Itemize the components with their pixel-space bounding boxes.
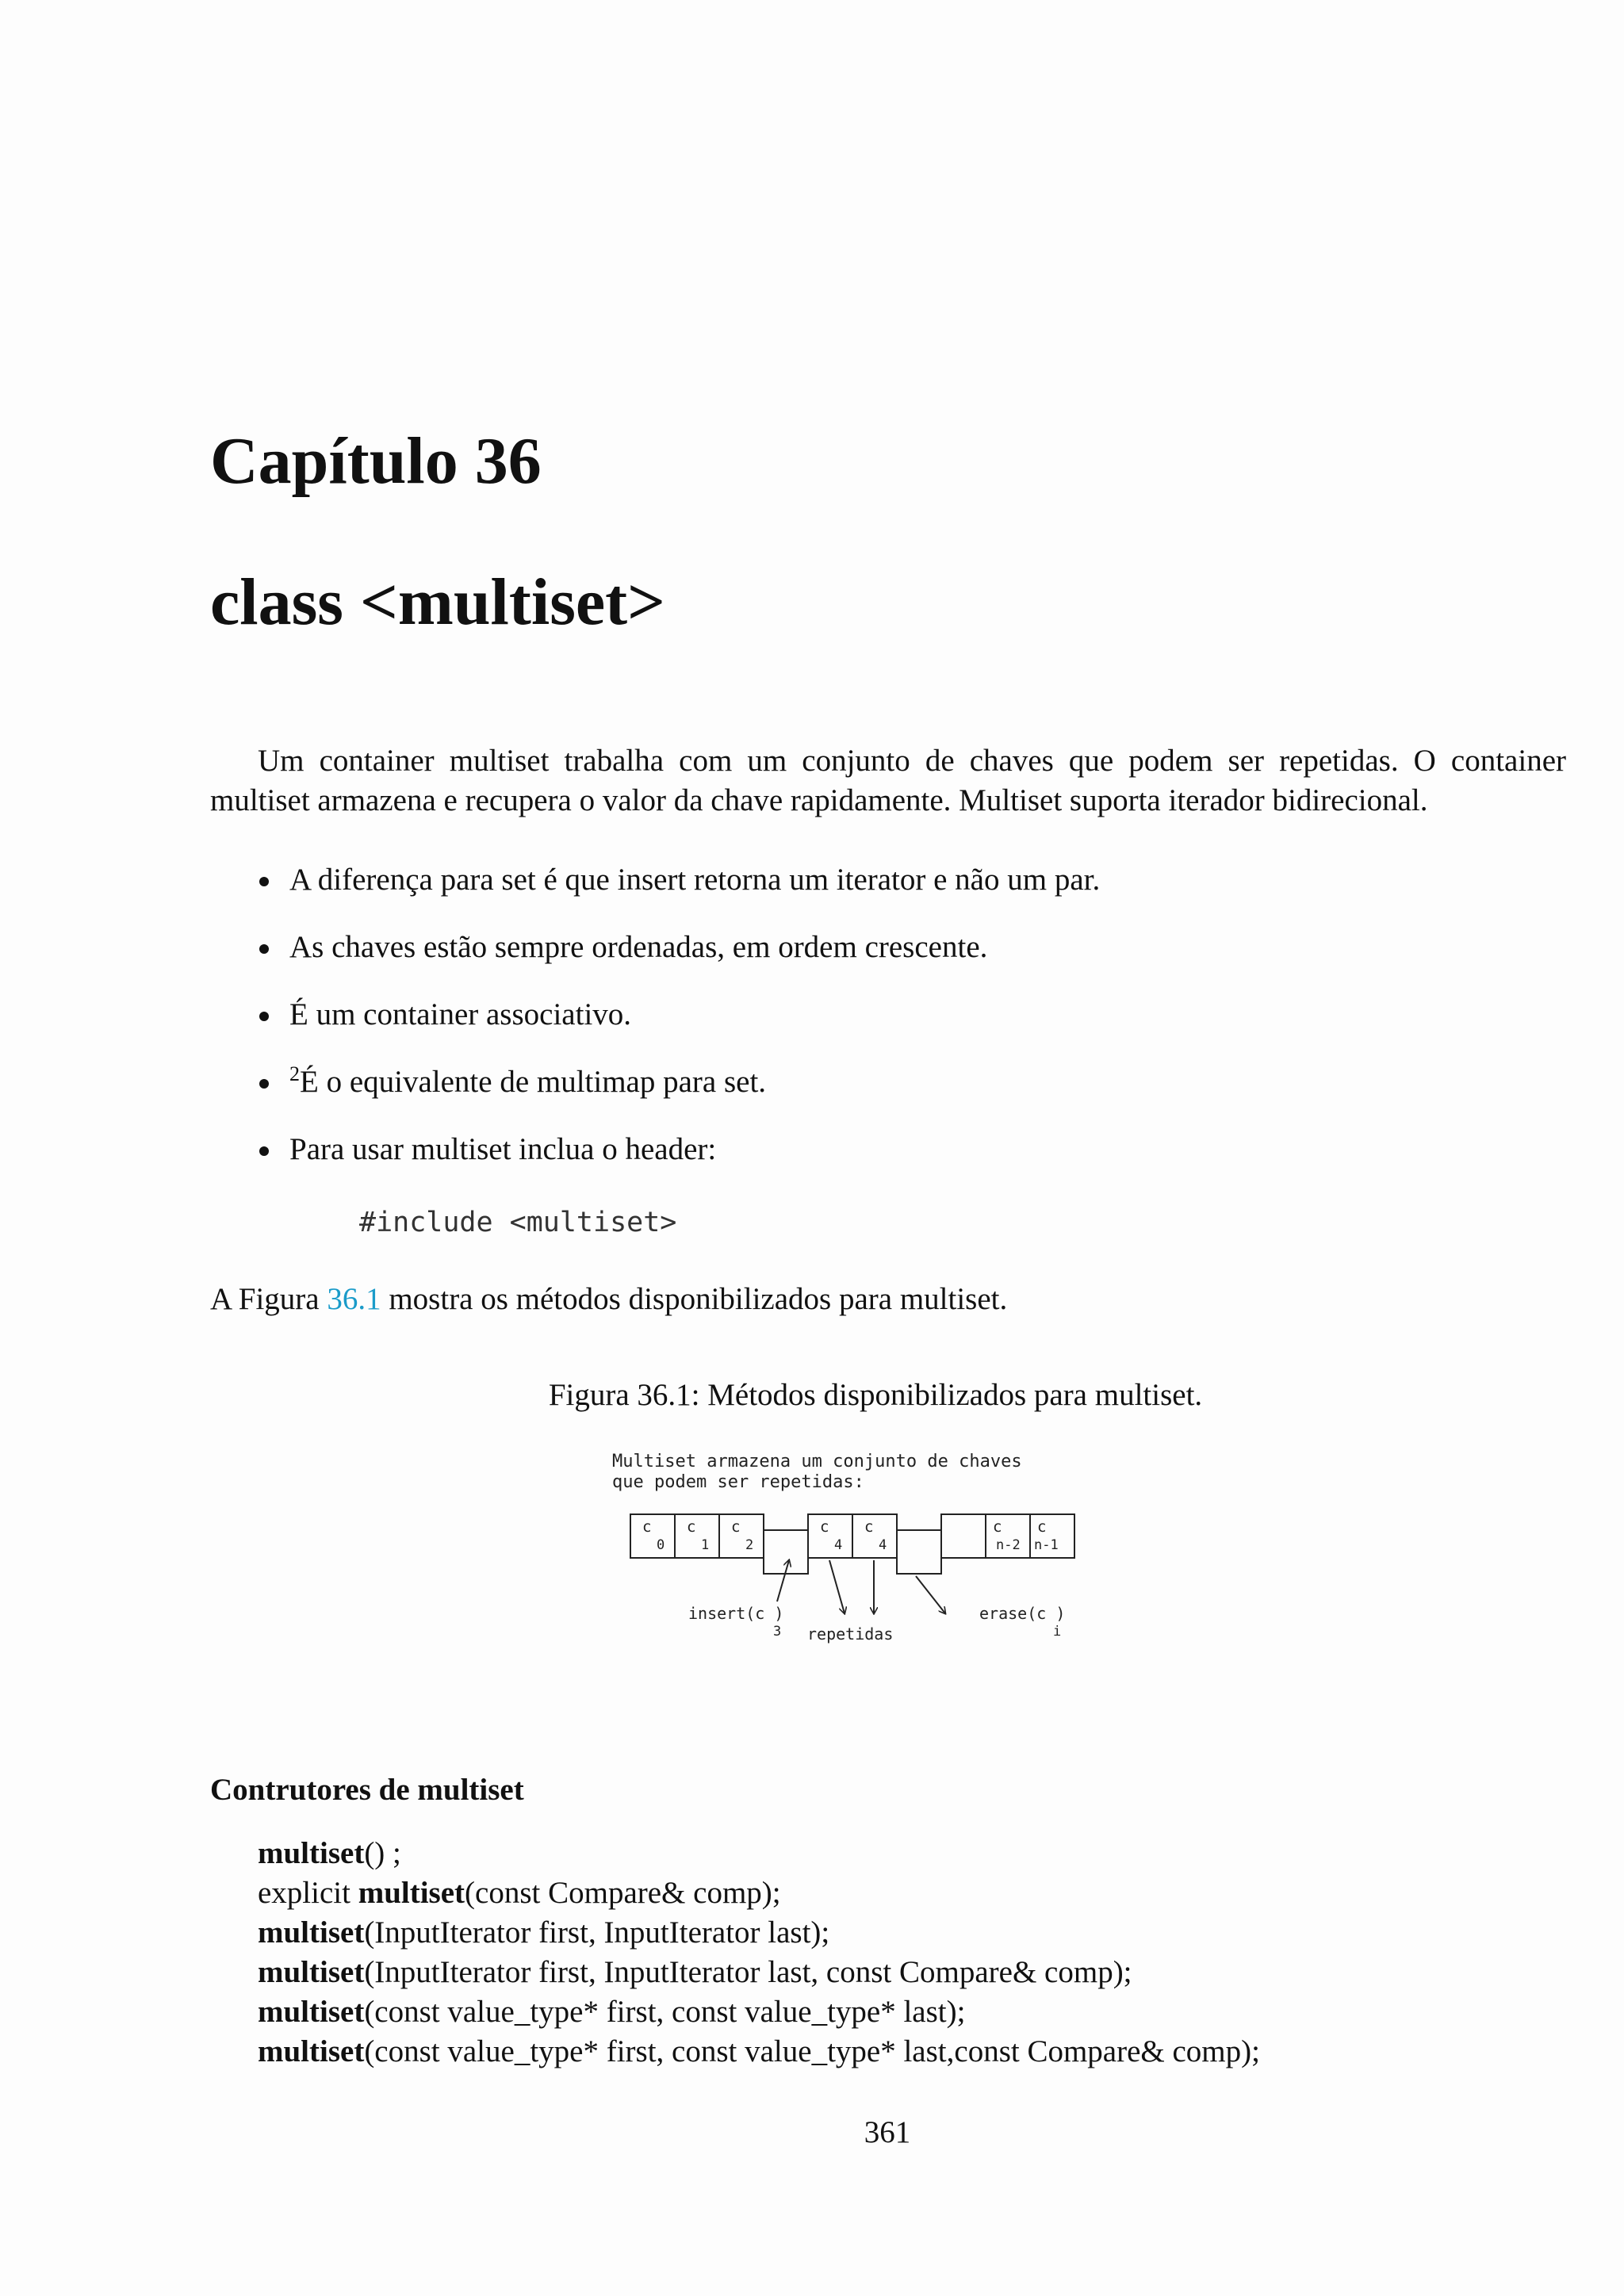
figure-link[interactable]: 36.1 bbox=[327, 1282, 381, 1316]
svg-text:c: c bbox=[820, 1518, 829, 1536]
bullet-icon bbox=[259, 877, 269, 886]
insert-label-sub: 3 bbox=[773, 1624, 782, 1640]
bullet-icon bbox=[259, 1079, 269, 1089]
cell bbox=[630, 1514, 675, 1558]
list-item: A diferença para set é que insert retorna um iterator e não um par. bbox=[210, 860, 1558, 900]
footnote-marker[interactable]: 2 bbox=[289, 1062, 300, 1085]
erase-label: erase(c ) bbox=[979, 1604, 1066, 1623]
cell bbox=[1030, 1514, 1074, 1558]
feature-list bbox=[210, 860, 1558, 1197]
figure-caption: Figura 36.1: Métodos disponibilizados para multiset. bbox=[548, 1378, 1203, 1412]
list-item: multiset(const value_type* first, const value_type* last,const Compare& comp); bbox=[258, 2034, 1260, 2068]
chapter-title: class <multiset> bbox=[210, 565, 666, 639]
svg-text:c: c bbox=[731, 1518, 741, 1536]
erase-arrow bbox=[916, 1576, 945, 1613]
repeated-arrow-left bbox=[829, 1560, 845, 1613]
svg-text:c: c bbox=[1037, 1518, 1047, 1536]
list-item: É um container associativo. bbox=[210, 995, 1558, 1035]
svg-text:c: c bbox=[993, 1518, 1002, 1536]
cell bbox=[719, 1514, 764, 1558]
repeated-label: repetidas bbox=[807, 1624, 894, 1644]
svg-text:c: c bbox=[687, 1518, 696, 1536]
svg-text:1: 1 bbox=[701, 1537, 710, 1553]
svg-text:c: c bbox=[864, 1518, 874, 1536]
list-item: explicit multiset(const Compare& comp); bbox=[258, 1876, 781, 1910]
figure-reference-sentence: A Figura 36.1 mostra os métodos disponibilizados para multiset. bbox=[210, 1282, 1008, 1316]
svg-text:4: 4 bbox=[879, 1537, 887, 1553]
svg-text:2: 2 bbox=[745, 1537, 754, 1553]
bullet-icon bbox=[259, 1012, 269, 1021]
list-item: Para usar multiset inclua o header: bbox=[210, 1130, 1558, 1169]
section-title: Contrutores de multiset bbox=[210, 1773, 524, 1807]
list-item: multiset(InputIterator first, InputIterator last, const Compare& comp); bbox=[258, 1955, 1132, 1989]
svg-text:4: 4 bbox=[834, 1537, 843, 1553]
bullet-icon bbox=[259, 1146, 269, 1156]
multiset-diagram bbox=[603, 1443, 1094, 1657]
cell bbox=[941, 1514, 986, 1558]
svg-text:n-1: n-1 bbox=[1034, 1537, 1059, 1553]
list-item: As chaves estão sempre ordenadas, em ordem crescente. bbox=[210, 928, 1558, 967]
list-item: multiset() ; bbox=[258, 1836, 401, 1870]
page-number: 361 bbox=[864, 2115, 911, 2149]
cell bbox=[986, 1514, 1030, 1558]
insert-arrow bbox=[777, 1560, 789, 1601]
list-item: multiset(const value_type* first, const value_type* last); bbox=[258, 1995, 966, 2029]
insert-label: insert(c ) bbox=[688, 1604, 784, 1623]
svg-text:n-2: n-2 bbox=[996, 1537, 1021, 1553]
list-item: $^2$É o equivalente de multimap para set. bbox=[210, 1062, 1558, 1102]
svg-text:c: c bbox=[642, 1518, 652, 1536]
chapter-number: Capítulo 36 bbox=[210, 424, 542, 498]
erase-label-sub: i bbox=[1053, 1624, 1062, 1640]
cell bbox=[675, 1514, 719, 1558]
constructor-list bbox=[258, 1834, 1566, 2072]
cell bbox=[852, 1514, 897, 1558]
cell bbox=[808, 1514, 852, 1558]
include-code: #include <multiset> bbox=[359, 1207, 677, 1238]
list-item: multiset(InputIterator first, InputIterator last); bbox=[258, 1915, 830, 1950]
cell-inserted bbox=[764, 1530, 808, 1574]
cell-erased bbox=[897, 1530, 941, 1574]
diagram-title-line-1: Multiset armazena um conjunto de chaves bbox=[612, 1452, 1022, 1471]
intro-paragraph: Um container multiset trabalha com um conjunto de chaves que podem ser repetidas. O container multiset armazena e recupera o valor da chave rapidamente. Multiset suporta iterador bidirecional. bbox=[210, 744, 1566, 817]
svg-text:0: 0 bbox=[657, 1537, 665, 1553]
bullet-icon bbox=[259, 944, 269, 954]
diagram-title-line-2: que podem ser repetidas: bbox=[612, 1472, 864, 1492]
